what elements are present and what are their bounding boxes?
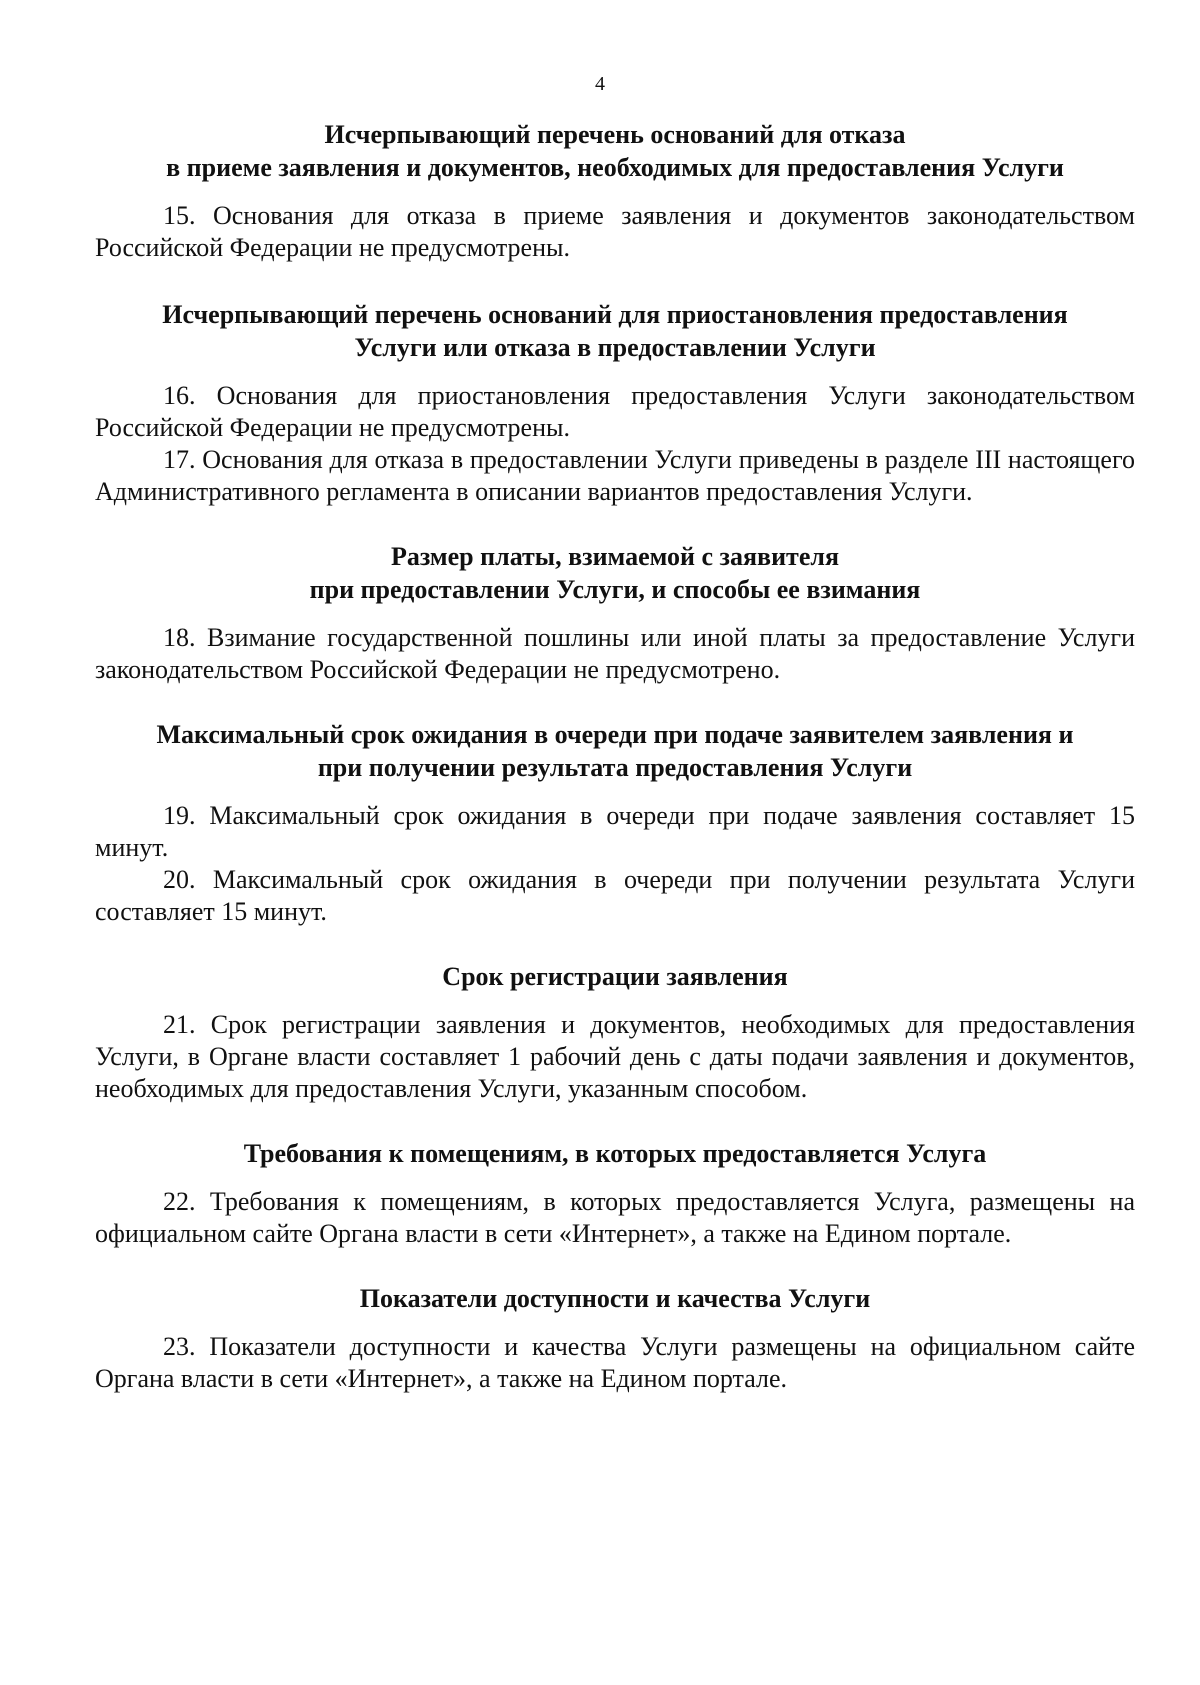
heading-line: Максимальный срок ожидания в очереди при подаче заявителем заявления и (156, 720, 1074, 749)
heading-line: Срок регистрации заявления (442, 962, 788, 991)
paragraph-19: 19. Максимальный срок ожидания в очереди при подаче заявления составляет 15 минут. (95, 801, 1135, 862)
heading-line: Услуги или отказа в предоставлении Услуги (354, 333, 876, 362)
section-refusal-acceptance (95, 118, 1135, 264)
heading-line: Требования к помещениям, в которых предоставляется Услуга (243, 1139, 987, 1168)
section-heading (95, 540, 1135, 606)
heading-line: Исчерпывающий перечень оснований для отказа (324, 120, 906, 149)
paragraph-22: 22. Требования к помещениям, в которых предоставляется Услуга, размещены на официальном сайте Органа власти в сети «Интернет», а также на Едином портале. (95, 1187, 1135, 1248)
heading-line: в приеме заявления и документов, необходимых для предоставления Услуги (166, 153, 1064, 182)
section-heading (95, 298, 1135, 364)
section-heading (95, 1282, 1135, 1315)
section-heading (95, 118, 1135, 184)
section-queue-time (95, 718, 1135, 928)
section-suspension-refusal (95, 298, 1135, 508)
section-heading (95, 1137, 1135, 1170)
section-premises (95, 1137, 1135, 1250)
paragraph-15: 15. Основания для отказа в приеме заявления и документов законодательством Российской Федерации не предусмотрены. (95, 201, 1135, 262)
page-number: 4 (595, 73, 605, 95)
paragraph-17: 17. Основания для отказа в предоставлении Услуги приведены в разделе III настоящего Административного регламента в описании вариантов предоставления Услуги. (95, 445, 1135, 506)
paragraph-21: 21. Срок регистрации заявления и документов, необходимых для предоставления Услуги, в Органе власти составляет 1 рабочий день с даты подачи заявления и документов, необходимых для предоставления Услуги, указанным способом. (95, 1010, 1135, 1103)
heading-line: при предоставлении Услуги, и способы ее взимания (309, 575, 921, 604)
heading-line: Исчерпывающий перечень оснований для приостановления предоставления (162, 300, 1068, 329)
paragraph-23: 23. Показатели доступности и качества Услуги размещены на официальном сайте Органа власти в сети «Интернет», а также на Едином портале. (95, 1332, 1135, 1393)
heading-line: Показатели доступности и качества Услуги (359, 1284, 871, 1313)
heading-line: при получении результата предоставления Услуги (317, 753, 913, 782)
paragraph-20: 20. Максимальный срок ожидания в очереди при получении результата Услуги составляет 15 минут. (95, 865, 1135, 926)
section-quality-indicators (95, 1282, 1135, 1395)
document-body (95, 118, 1135, 1427)
section-heading (95, 718, 1135, 784)
section-fee (95, 540, 1135, 686)
heading-line: Размер платы, взимаемой с заявителя (390, 542, 840, 571)
paragraph-16: 16. Основания для приостановления предоставления Услуги законодательством Российской Федерации не предусмотрены. (95, 381, 1135, 442)
section-registration-term (95, 960, 1135, 1105)
section-heading (95, 960, 1135, 993)
paragraph-18: 18. Взимание государственной пошлины или иной платы за предоставление Услуги законодательством Российской Федерации не предусмотрено. (95, 623, 1135, 684)
